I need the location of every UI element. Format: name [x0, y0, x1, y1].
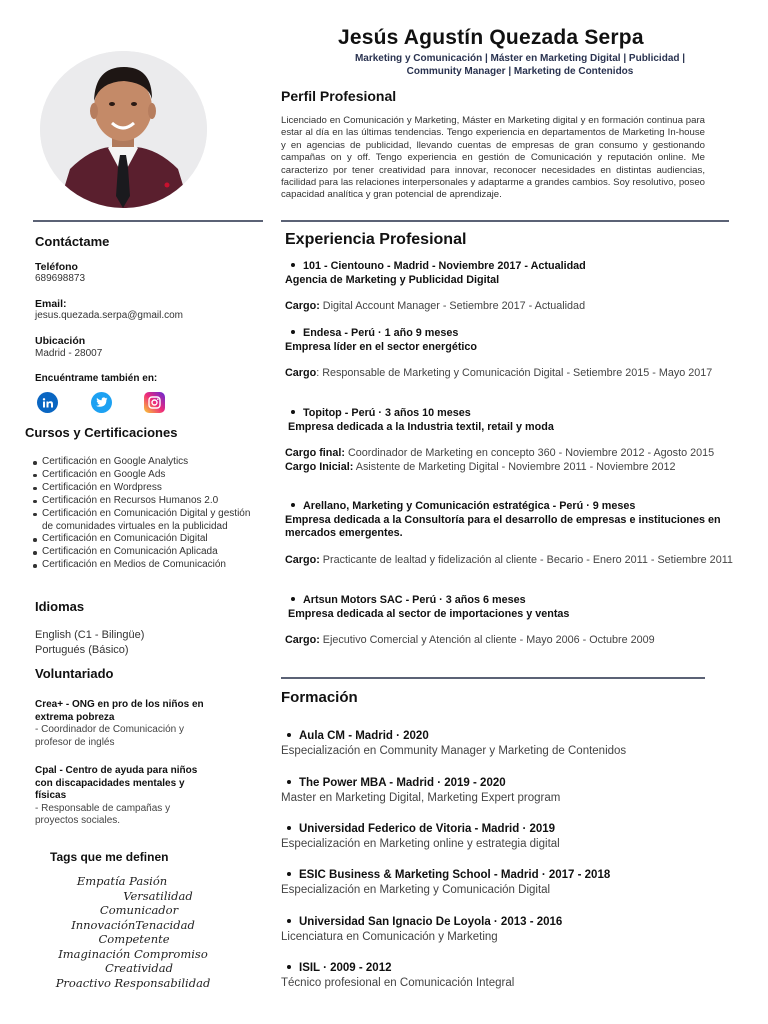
job-entry	[285, 500, 745, 567]
email-label: Email:	[35, 298, 67, 310]
headline-line-1: Marketing y Comunicación | Máster en Marketing Digital | Publicidad |	[354, 53, 686, 64]
volunteer-org: Cpal - Centro de ayuda para niños con discapacidades mentales y físicas	[35, 765, 198, 801]
instagram-icon[interactable]	[144, 392, 165, 413]
bullet-icon	[287, 919, 291, 923]
job-header: Artsun Motors SAC - Perú · 3 años 6 meses	[285, 594, 745, 608]
job-company-description: Empresa dedicada a la Consultoría para el desarrollo de empresas e instituciones en mercados emergentes.	[285, 513, 721, 539]
education-header: Universidad Federico de Vitoria - Madrid · 2019	[281, 822, 741, 837]
social-links	[37, 392, 177, 414]
volunteer-entry	[35, 765, 215, 828]
bullet-icon	[287, 826, 291, 830]
bullet-icon	[291, 410, 295, 414]
list-item: Certificación en Google Ads	[42, 469, 252, 482]
bullet-icon	[287, 733, 291, 737]
education-heading: Formación	[281, 689, 358, 706]
email-value[interactable]: jesus.quezada.serpa@gmail.com	[35, 310, 184, 321]
profile-summary: Licenciado en Comunicación y Marketing, Máster en Marketing digital y en formación continua para estar al día en las últimas tendencias. Tengo experiencia en departamentos de Marketing In-house y en agencias de publicidad, llevando cuentas de empresas de gran consumo y gestionando campañas on y off. Tengo experiencia en gestión de Comunicación y reputación online. Me caracterizo por tener creatividad para innovar, reconocer necesidades en distintas audiencias, facilidad para las relaciones interpersonales y adaptarme a grandes cambios. Soy resolutivo, poseo capacidad analítica y gran potencial de aprendizaje.	[281, 115, 705, 201]
tag-line: Versatilidad	[123, 888, 193, 903]
job-role: Cargo Inicial: Asistente de Marketing Digital - Noviembre 2011 - Noviembre 2012	[285, 460, 676, 473]
job-role: Cargo final: Coordinador de Marketing en concepto 360 - Noviembre 2012 - Agosto 2015	[285, 447, 715, 459]
divider-right-top	[281, 220, 729, 222]
list-item: Certificación en Comunicación Aplicada	[42, 546, 252, 559]
location-value: Madrid - 28007	[35, 348, 103, 359]
tag-line: Proactivo Responsabilidad	[55, 975, 211, 990]
bullet-icon	[291, 503, 295, 507]
phone-label: Teléfono	[35, 261, 78, 273]
bullet-icon	[287, 780, 291, 784]
volunteer-role: - Responsable de campañas y proyectos sociales.	[35, 802, 171, 826]
education-description: Especialización en Community Manager y Marketing de Contenidos	[281, 745, 627, 757]
education-entry	[281, 868, 741, 898]
certifications-list	[42, 456, 252, 572]
job-entry	[285, 327, 745, 381]
volunteer-role: - Coordinador de Comunicación y profesor de inglés	[35, 724, 184, 748]
job-entry	[285, 260, 745, 314]
bullet-icon	[291, 597, 295, 601]
profile-heading: Perfil Profesional	[281, 88, 397, 104]
profile-photo	[40, 51, 207, 208]
tag-line: Empatía Pasión	[76, 874, 168, 888]
job-header: Topitop - Perú · 3 años 10 meses	[285, 407, 745, 421]
divider-right-formacion	[281, 677, 705, 679]
job-company-description: Empresa dedicada a la Industria textil, retail y moda	[288, 420, 554, 433]
location-label: Ubicación	[35, 335, 86, 347]
bullet-icon	[291, 330, 295, 334]
education-entry	[281, 961, 741, 991]
education-description: Especialización en Marketing online y estrategia digital	[281, 838, 560, 850]
job-company-description: Agencia de Marketing y Publicidad Digital	[285, 273, 500, 286]
job-entry	[285, 594, 745, 648]
job-entry	[285, 407, 745, 474]
education-description: Técnico profesional en Comunicación Integral	[281, 977, 515, 989]
job-company-description: Empresa dedicada al sector de importaciones y ventas	[288, 607, 570, 620]
volunteering-heading: Voluntariado	[35, 666, 114, 681]
list-item: Certificación en Recursos Humanos 2.0	[42, 495, 252, 508]
job-role: Cargo: Digital Account Manager - Setiembre 2017 - Actualidad	[285, 300, 586, 312]
experience-heading: Experiencia Profesional	[285, 231, 467, 248]
language-item: Portugués (Básico)	[35, 644, 129, 656]
social-label: Encuéntrame también en:	[35, 373, 158, 384]
contact-heading: Contáctame	[35, 234, 110, 249]
education-header: Aula CM - Madrid · 2020	[281, 729, 741, 744]
tags-heading: Tags que me definen	[50, 850, 169, 864]
job-role: Cargo: Practicante de lealtad y fidelización al cliente - Becario - Enero 2011 - Setiembre 2011	[285, 553, 733, 566]
headline-line-2: Community Manager | Marketing de Contenidos	[406, 66, 634, 77]
education-description: Master en Marketing Digital, Marketing Expert program	[281, 792, 561, 804]
job-role: Cargo: Responsable de Marketing y Comunicación Digital - Setiembre 2015 - Mayo 2017	[285, 367, 713, 379]
education-description: Licenciatura en Comunicación y Marketing	[281, 931, 498, 943]
job-header: Endesa - Perú · 1 año 9 meses	[285, 327, 745, 341]
linkedin-icon[interactable]	[37, 392, 58, 413]
tag-line: Imaginación Compromiso	[58, 946, 208, 961]
tags-cloud	[48, 874, 218, 990]
education-description: Especialización en Marketing y Comunicación Digital	[281, 884, 551, 896]
certifications-heading: Cursos y Certificaciones	[25, 425, 178, 440]
education-header: The Power MBA - Madrid · 2019 - 2020	[281, 776, 741, 791]
job-header: Arellano, Marketing y Comunicación estratégica - Perú · 9 meses	[285, 500, 745, 514]
tag-line: Comunicador	[99, 903, 179, 917]
job-company-description: Empresa líder en el sector energético	[285, 340, 478, 353]
education-header: ISIL · 2009 - 2012	[281, 961, 741, 976]
education-entry	[281, 729, 741, 759]
job-role: Cargo: Ejecutivo Comercial y Atención al cliente - Mayo 2006 - Octubre 2009	[285, 634, 655, 646]
job-header: 101 - Cientouno - Madrid - Noviembre 2017 - Actualidad	[285, 260, 745, 274]
list-item: Certificación en Medios de Comunicación	[42, 559, 252, 572]
education-entry	[281, 822, 741, 852]
bullet-icon	[291, 263, 295, 267]
list-item: Certificación en Comunicación Digital y gestión de comunidades virtuales en la publicidad	[42, 507, 251, 532]
divider-left-top	[33, 220, 263, 222]
list-item: Certificación en Google Analytics	[42, 456, 252, 469]
profile-photo-illustration	[40, 51, 207, 208]
education-entry	[281, 776, 741, 806]
twitter-icon[interactable]	[91, 392, 112, 413]
bullet-icon	[287, 872, 291, 876]
tag-line: InnovaciónTenacidad	[71, 917, 195, 932]
candidate-name: Jesús Agustín Quezada Serpa	[338, 26, 644, 49]
phone-value[interactable]: 689698873	[35, 273, 86, 284]
volunteer-entry	[35, 699, 215, 749]
volunteer-org: Crea+ - ONG en pro de los niños en extrema pobreza	[35, 699, 204, 723]
language-item: English (C1 - Bilingüe)	[35, 629, 145, 641]
education-entry	[281, 915, 741, 945]
education-header: Universidad San Ignacio De Loyola · 2013 - 2016	[281, 915, 741, 930]
bullet-icon	[287, 965, 291, 969]
headline	[300, 52, 740, 78]
tag-line: Creatividad	[104, 961, 173, 975]
languages-heading: Idiomas	[35, 599, 85, 614]
list-item: Certificación en Comunicación Digital	[42, 533, 252, 546]
list-item: Certificación en Wordpress	[42, 482, 252, 495]
tag-line: Competente	[98, 932, 170, 946]
education-header: ESIC Business & Marketing School - Madrid · 2017 - 2018	[281, 868, 741, 883]
